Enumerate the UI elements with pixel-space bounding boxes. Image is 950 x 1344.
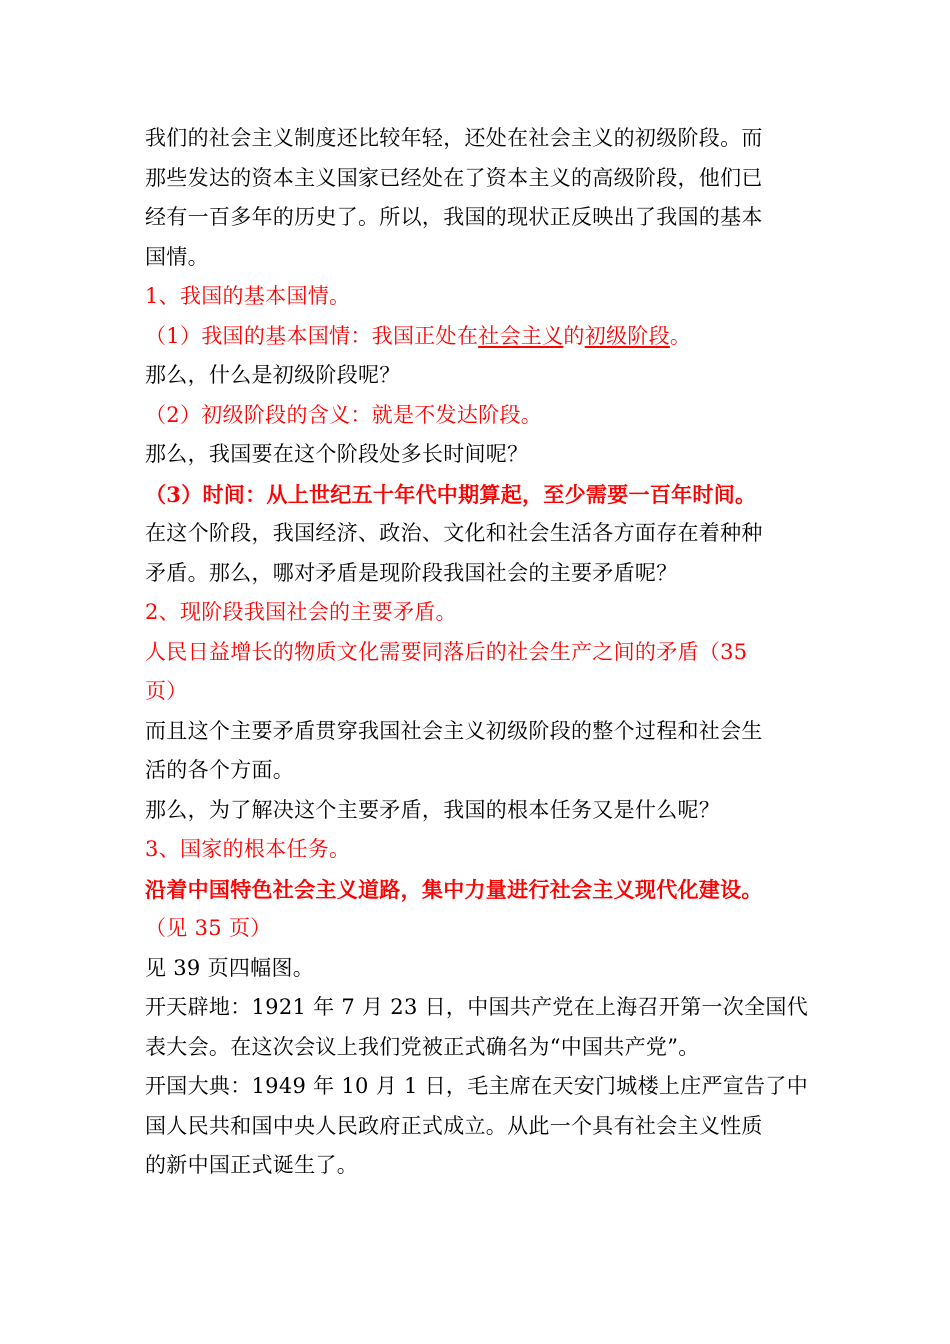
point-1-prefix: （1）我国的基本国情：我国正处在: [145, 323, 479, 348]
paragraph-line: 而且这个主要矛盾贯穿我国社会主义初级阶段的整个过程和社会生: [145, 718, 763, 743]
paragraph-line: 那些发达的资本主义国家已经处在了资本主义的高级阶段，他们已: [145, 165, 763, 190]
fundamental-task-line: （见 35 页）: [145, 916, 272, 940]
question-line: 那么，什么是初级阶段呢？: [145, 363, 401, 387]
point-1-line: [145, 317, 815, 357]
document-body: [145, 119, 815, 1186]
point-1-middle: 的: [563, 323, 585, 348]
main-contradiction-line: 人民日益增长的物质文化需要同落后的社会生产之间的矛盾（35: [145, 639, 748, 664]
paragraph-line: 经有一百多年的历史了。所以，我国的现状正反映出了我国的基本: [145, 205, 763, 229]
point-1-suffix: 。: [669, 323, 692, 348]
point-1-underlined-term-2: 初级阶段: [584, 323, 670, 348]
section-heading-2: 2、现阶段我国社会的主要矛盾。: [145, 600, 457, 624]
paragraph-line: 开天辟地：1921 年 7 月 23 日，中国共产党在上海召开第一次全国代: [145, 995, 808, 1019]
paragraph-line: 的新中国正式诞生了。: [145, 1153, 358, 1177]
question-line: 那么，我国要在这个阶段处多长时间呢？: [145, 442, 529, 466]
point-3-line: （3）时间：从上世纪五十年代中期算起，至少需要一百年时间。: [145, 481, 757, 507]
paragraph-line: 在这个阶段，我国经济、政治、文化和社会生活各方面存在着种种: [145, 521, 763, 545]
paragraph-line: 开国大典：1949 年 10 月 1 日，毛主席在天安门城楼上庄严宣告了中: [145, 1074, 808, 1098]
fundamental-task-line: 沿着中国特色社会主义道路，集中力量进行社会主义现代化建设。: [145, 876, 763, 902]
point-2-line: （2）初级阶段的含义：就是不发达阶段。: [145, 402, 543, 427]
paragraph-line: 我们的社会主义制度还比较年轻，还处在社会主义的初级阶段。而: [145, 126, 763, 150]
paragraph-line: 活的各个方面。: [145, 758, 295, 782]
question-line: 那么，为了解决这个主要矛盾，我国的根本任务又是什么呢？: [145, 797, 721, 822]
paragraph-line: 国情。: [145, 244, 209, 269]
paragraph-line: 表大会。在这次会议上我们党被正式确名为“中国共产党”。: [145, 1034, 700, 1059]
point-1-underlined-term-1: 社会主义: [478, 323, 564, 348]
section-heading-3: 3、国家的根本任务。: [145, 837, 351, 861]
main-contradiction-line: 页）: [145, 679, 188, 703]
section-heading-1: 1、我国的基本国情。: [145, 284, 351, 308]
paragraph-line: 国人民共和国中央人民政府正式成立。从此一个具有社会主义性质: [145, 1113, 763, 1138]
paragraph-line: 见 39 页四幅图。: [145, 955, 315, 980]
paragraph-line: 矛盾。那么，哪对矛盾是现阶段我国社会的主要矛盾呢？: [145, 560, 678, 585]
